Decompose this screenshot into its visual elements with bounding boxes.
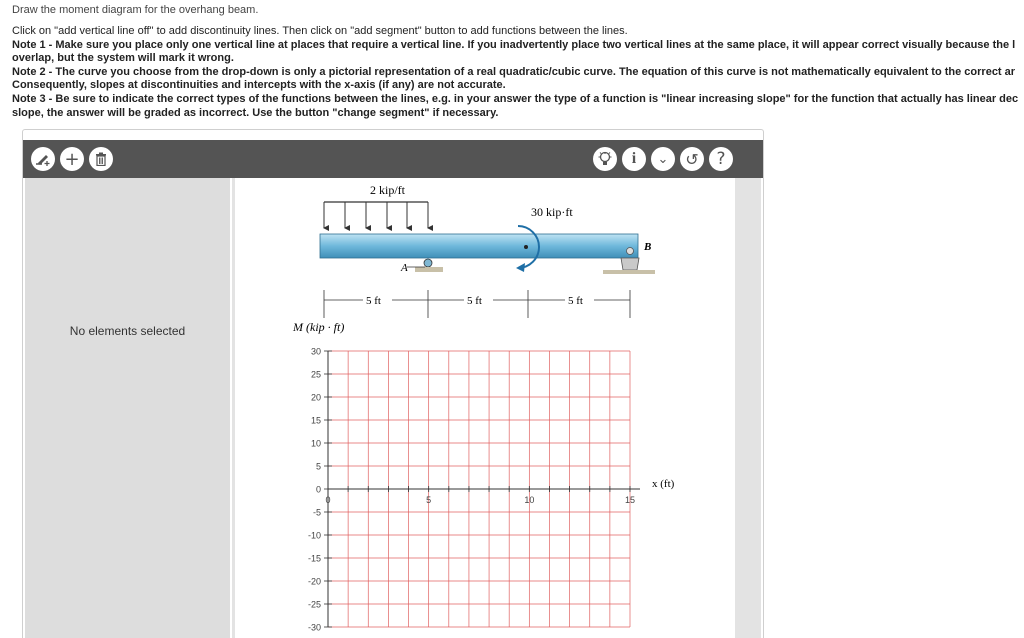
y-tick-label: -10 — [307, 530, 321, 541]
properties-sidebar — [25, 178, 230, 638]
y-axis-label: M (kip · ft) — [293, 320, 345, 334]
x-axis-label: x (ft) — [652, 478, 675, 490]
instructions — [12, 25, 1024, 120]
moment-label: 30 kip·ft — [531, 205, 573, 219]
y-tick-label: 5 — [315, 461, 321, 472]
help-icon[interactable]: ? — [709, 147, 733, 171]
x-tick-label: 0 — [325, 495, 331, 505]
selection-status: No elements selected — [69, 324, 186, 338]
drawing-tool — [22, 129, 764, 638]
support-b-label: B — [644, 241, 652, 253]
y-tick-label: 30 — [310, 346, 321, 357]
dropdown-icon[interactable]: ⌄ — [651, 147, 675, 171]
y-tick-label: 10 — [310, 438, 321, 449]
dimension-3: 5 ft — [568, 295, 583, 307]
dimension-1: 5 ft — [366, 295, 381, 307]
y-tick-label: -30 — [307, 622, 321, 633]
y-tick-label: 0 — [315, 484, 321, 495]
beam-and-moment-diagram[interactable] — [235, 178, 735, 638]
moment-diagram-chart[interactable] — [292, 320, 675, 633]
y-tick-label: -15 — [307, 553, 321, 564]
y-tick-label: 20 — [310, 392, 321, 403]
hint-bulb-icon[interactable] — [593, 147, 617, 171]
support-a-label: A — [401, 262, 408, 274]
chart-axes — [328, 351, 640, 627]
dimension-2: 5 ft — [467, 295, 482, 307]
info-icon[interactable]: i — [622, 147, 646, 171]
note-3: Note 3 - Be sure to indicate the correct types of the functions between the lines, e.g. in your answer the type of a function is "linear increasing slope" for the function that actually has linear dec — [12, 92, 1019, 105]
load-label: 2 kip/ft — [370, 183, 405, 197]
beam — [320, 234, 638, 258]
x-tick-label: 10 — [524, 495, 535, 505]
dimension-lines — [324, 290, 630, 318]
y-tick-label: -5 — [312, 507, 321, 518]
y-tick-label: 15 — [310, 415, 321, 426]
add-segment-icon[interactable]: + — [60, 147, 84, 171]
y-tick-label: -20 — [307, 576, 321, 587]
problem-sheet — [235, 178, 735, 638]
note-2-cont: Consequently, slopes at discontinuities and intercepts with the x-axis (if any) are not accurate. — [12, 79, 506, 92]
vertical-line-tool-icon[interactable] — [31, 147, 55, 171]
support-a — [400, 259, 443, 274]
distributed-load — [324, 183, 428, 228]
delete-icon[interactable] — [89, 147, 113, 171]
y-tick-label: -25 — [307, 599, 321, 610]
y-tick-label: 25 — [310, 369, 321, 380]
reset-icon[interactable]: ↺ — [680, 147, 704, 171]
toolbar — [23, 140, 763, 178]
x-tick-label: 5 — [426, 495, 432, 505]
note-2: Note 2 - The curve you choose from the drop-down is only a pictorial representation of a real quadratic/cubic curve. The equation of this curve is not mathematically equivalent to the correct ar — [12, 65, 1016, 78]
drawing-canvas[interactable] — [232, 178, 761, 638]
note-1: Note 1 - Make sure you place only one vertical line at places that require a vertical line. If you inadvertently place two vertical lines at the same place, it will appear correct visually because the l — [12, 38, 1016, 51]
note-3-cont: slope, the answer will be graded as incorrect. Use the button "change segment" if necessary. — [12, 106, 499, 119]
note-1-cont: overlap, but the system will mark it wrong. — [12, 52, 234, 65]
instruction-line: Click on "add vertical line off" to add discontinuity lines. Then click on "add segment" button to add functions between the lines. — [12, 25, 628, 37]
x-tick-label: 15 — [624, 495, 636, 505]
problem-intro: Draw the moment diagram for the overhang beam. — [12, 4, 259, 16]
